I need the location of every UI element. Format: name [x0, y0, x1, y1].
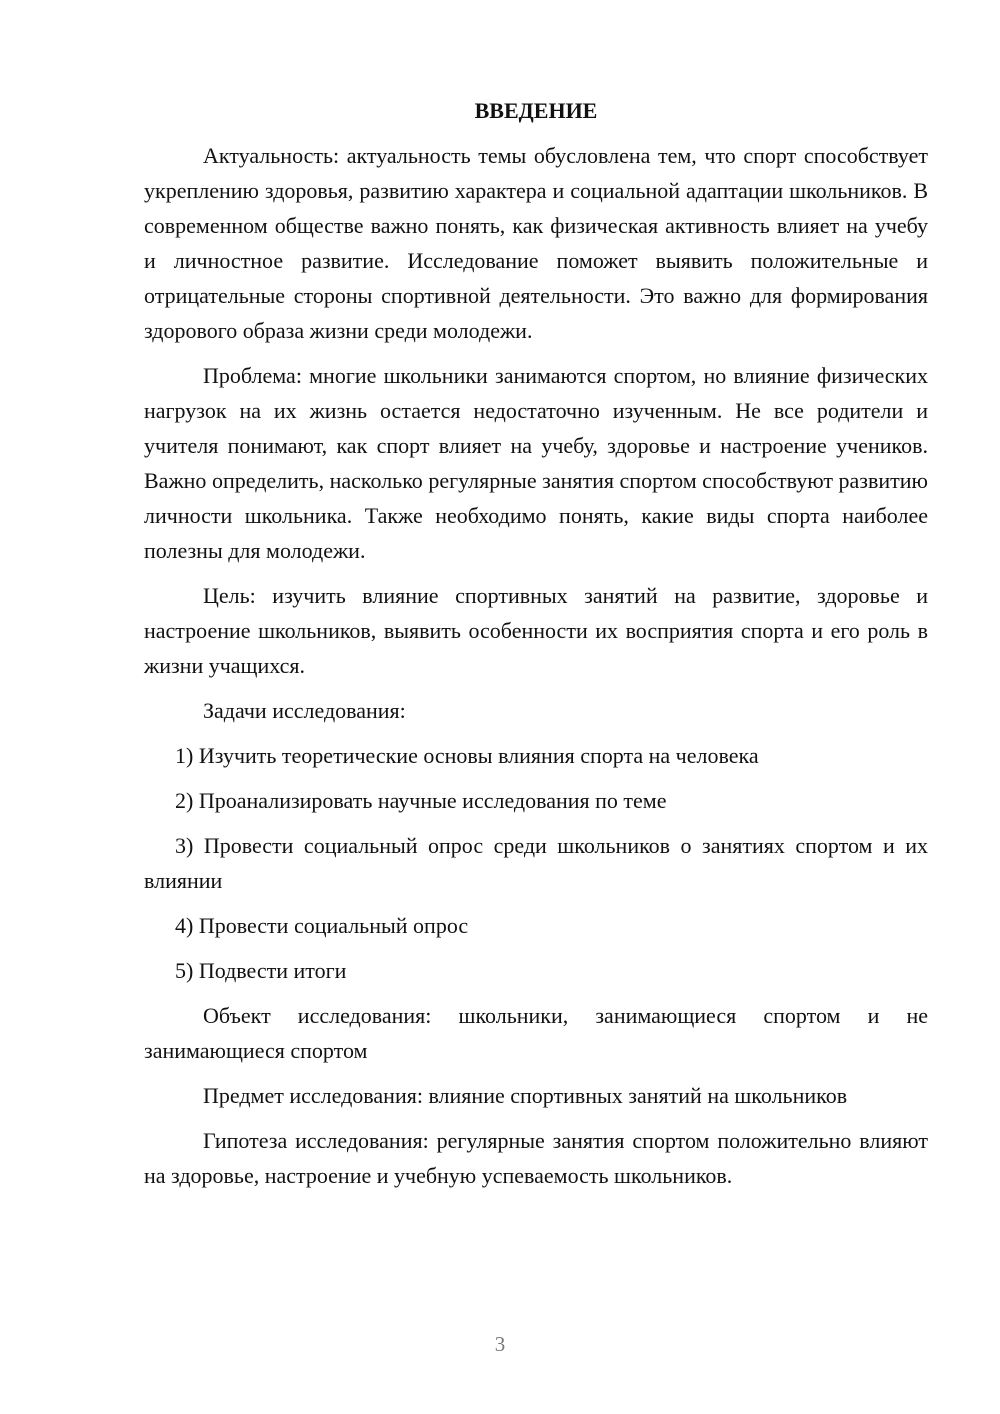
- page-content: [144, 96, 928, 1203]
- page-number: 3: [494, 1332, 506, 1356]
- relevance-paragraph: Актуальность: актуальность темы обусловлена тем, что спорт способствует укреплению здоровья, развитию характера и социальной адаптации школьников. В современном обществе важно понять, как физическая активность влияет на учебу и личностное развитие. Исследование поможет выявить положительные и отрицательные стороны спортивной деятельности. Это важно для формирования здорового образа жизни среди молодежи.: [144, 143, 928, 343]
- task-item: 3) Провести социальный опрос среди школьников о занятиях спортом и их влиянии: [144, 833, 928, 893]
- subject-paragraph: Предмет исследования: влияние спортивных занятий на школьников: [203, 1083, 848, 1108]
- tasks-heading: Задачи исследования:: [203, 698, 406, 723]
- problem-paragraph: Проблема: многие школьники занимаются спортом, но влияние физических нагрузок на их жизнь остается недостаточно изученным. Не все родители и учителя понимают, как спорт влияет на учебу, здоровье и настроение учеников. Важно определить, насколько регулярные занятия спортом способствуют развитию личности школьника. Также необходимо понять, какие виды спорта наиболее полезны для молодежи.: [144, 363, 928, 563]
- task-item: 4) Провести социальный опрос: [175, 913, 469, 938]
- hypothesis-paragraph: Гипотеза исследования: регулярные занятия спортом положительно влияют на здоровье, настроение и учебную успеваемость школьников.: [144, 1128, 928, 1188]
- task-item: 1) Изучить теоретические основы влияния спорта на человека: [175, 743, 759, 768]
- section-heading: ВВЕДЕНИЕ: [474, 98, 598, 123]
- object-paragraph: Объект исследования: школьники, занимающиеся спортом и не занимающиеся спортом: [144, 1003, 928, 1063]
- task-item: 2) Проанализировать научные исследования по теме: [175, 788, 667, 813]
- task-item: 5) Подвести итоги: [175, 958, 347, 983]
- goal-paragraph: Цель: изучить влияние спортивных занятий на развитие, здоровье и настроение школьников, выявить особенности их восприятия спорта и его роль в жизни учащихся.: [144, 583, 928, 678]
